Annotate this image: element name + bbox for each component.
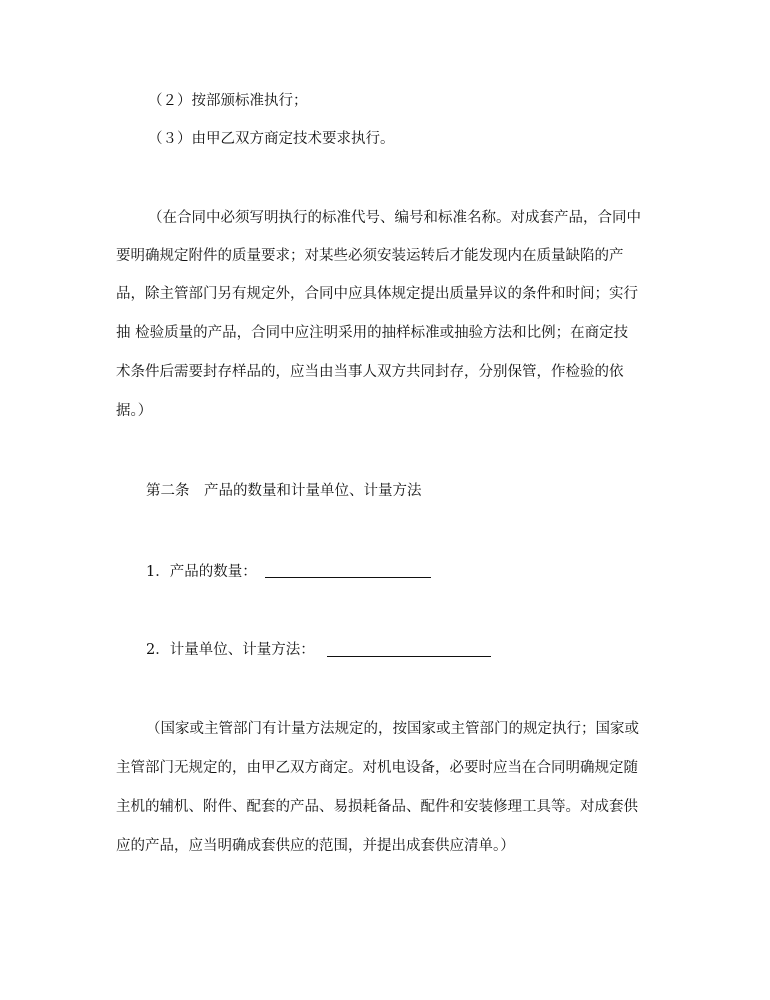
paragraph-line: 品，除主管部门另有规定外，合同中应具体规定提出质量异议的条件和时间；实行 bbox=[116, 286, 638, 302]
article-heading: 第二条 产品的数量和计量单位、计量方法 bbox=[146, 483, 422, 499]
paragraph-line: 术条件后需要封存样品的，应当由当事人双方共同封存，分别保管，作检验的依 bbox=[116, 364, 624, 380]
field-label: 1．产品的数量： bbox=[146, 564, 257, 580]
paragraph-line: 主管部门无规定的，由甲乙双方商定。对机电设备，必要时应当在合同明确规定随 bbox=[116, 760, 638, 776]
paragraph-line: 要明确规定附件的质量要求；对某些必须安装运转后才能发现内在质量缺陷的产 bbox=[116, 248, 624, 264]
list-item: （３）由甲乙双方商定技术要求执行。 bbox=[148, 131, 395, 147]
quantity-blank[interactable] bbox=[265, 577, 431, 578]
paragraph-line: 据。） bbox=[116, 403, 153, 419]
paragraph-line: 主机的辅机、附件、配套的产品、易损耗备品、配件和安装修理工具等。对成套供 bbox=[116, 799, 638, 815]
paragraph-line: （在合同中必须写明执行的标准代号、编号和标准名称。对成套产品，合同中 bbox=[148, 210, 641, 226]
paragraph-line: 抽 检验质量的产品，合同中应注明采用的抽样标准或抽验方法和比例；在商定技 bbox=[116, 325, 629, 341]
paragraph-line: 应的产品，应当明确成套供应的范围，并提出成套供应清单。） bbox=[116, 838, 515, 854]
field-label: 2．计量单位、计量方法： bbox=[146, 642, 315, 658]
measurement-blank[interactable] bbox=[327, 656, 491, 657]
paragraph-line: （国家或主管部门有计量方法规定的，按国家或主管部门的规定执行；国家或 bbox=[146, 721, 639, 737]
list-item: （２）按部颁标准执行； bbox=[148, 93, 308, 109]
